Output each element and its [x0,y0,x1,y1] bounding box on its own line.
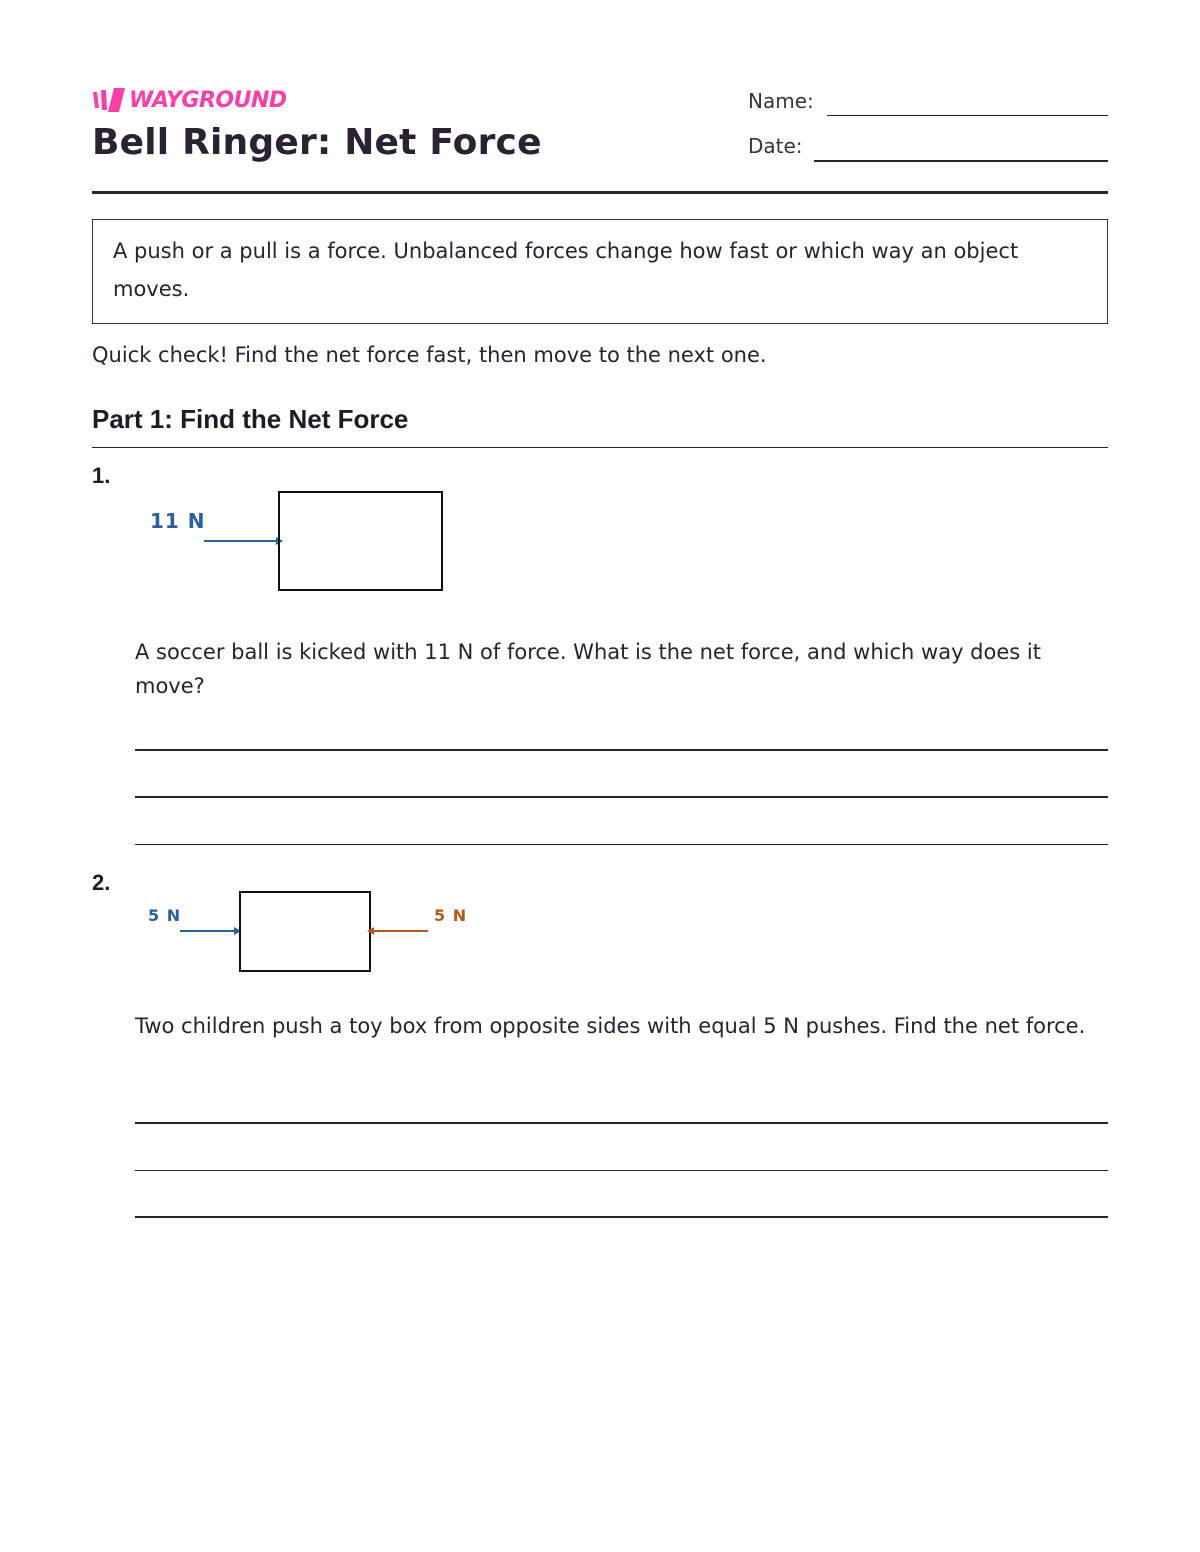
intro-box [92,219,1108,324]
question-1-number: 1. [92,463,111,488]
question-1-object-box [278,491,443,591]
question-2-answer-line-3[interactable] [135,1216,1108,1218]
wayground-logo-icon [92,88,126,112]
date-field-line[interactable] [814,160,1108,162]
name-label: Name: [748,89,814,113]
question-2-force-left-label: 5 N [148,906,182,925]
logo-text: WAYGROUND [129,87,287,113]
name-field-line[interactable] [827,115,1108,116]
question-1-answer-line-2[interactable] [135,796,1108,798]
question-1-answer-line-3[interactable] [135,844,1108,845]
wayground-logo [92,86,287,114]
part-1-heading: Part 1: Find the Net Force [92,404,409,434]
question-2-number: 2. [92,870,111,895]
instruction-text: Quick check! Find the net force fast, then move to the next one. [92,343,767,367]
date-label: Date: [748,134,803,158]
question-2-force-left-arrow [176,923,242,939]
page-title: Bell Ringer: Net Force [92,122,542,163]
question-2-answer-line-1[interactable] [135,1122,1108,1124]
question-1-answer-line-1[interactable] [135,749,1108,751]
part-1-divider [92,447,1108,448]
question-1-force-left-label: 11 N [150,509,206,533]
question-1-force-arrow [200,532,284,550]
question-2-force-right-label: 5 N [434,906,468,925]
header-divider [92,191,1108,194]
question-2-text: Two children push a toy box from opposite sides with equal 5 N pushes. Find the net force. [135,1014,1086,1038]
question-2-answer-line-2[interactable] [135,1170,1108,1171]
intro-text: A push or a pull is a force. Unbalanced forces change how fast or which way an object moves. [113,239,1019,301]
question-2-force-right-arrow [366,923,432,939]
question-1-text: A soccer ball is kicked with 11 N of force. What is the net force, and which way does it move? [135,640,1041,698]
question-2-object-box [239,891,371,972]
